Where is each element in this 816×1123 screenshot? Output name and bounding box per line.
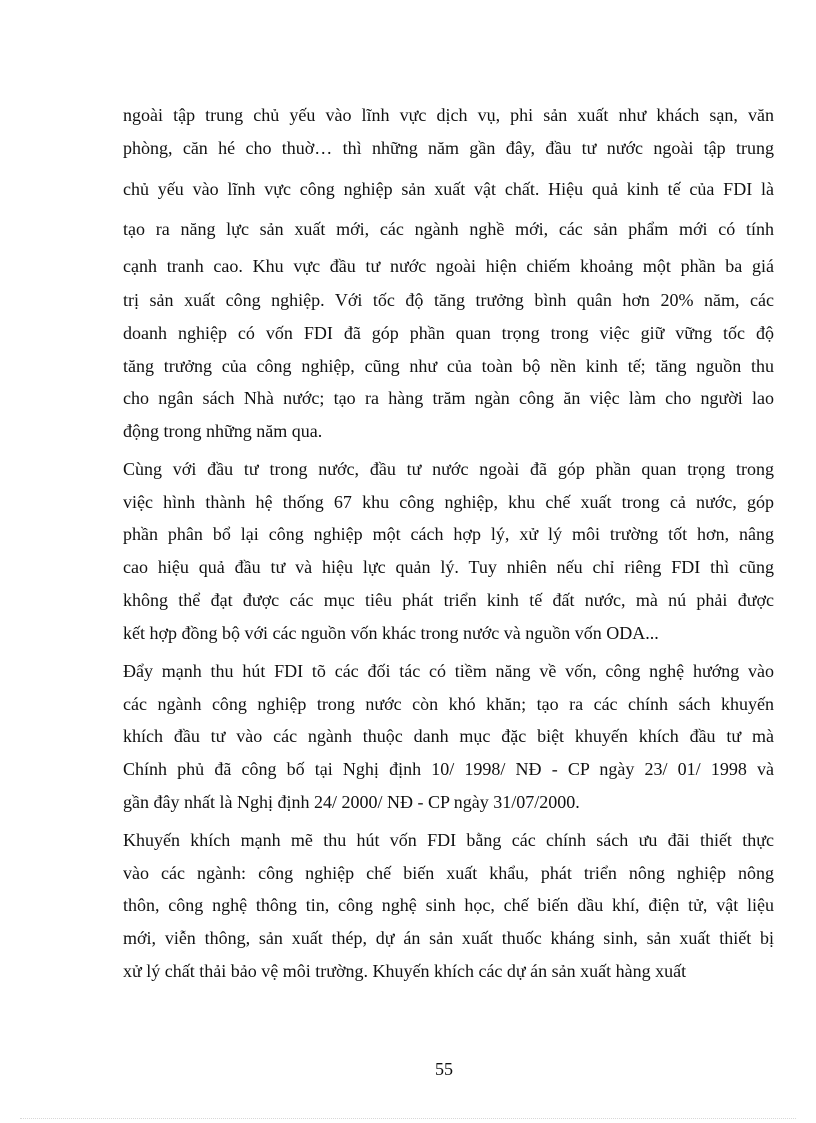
text-line: cao hiệu quả đầu tư và hiệu lực quản lý. Tuy nhiên nếu chỉ riêng FDI thì cũng [123, 557, 774, 577]
page-number: 55 [435, 1059, 453, 1079]
text-line: xử lý chất thải bảo vệ môi trường. Khuyến khích các dự án sản xuất hàng xuất [123, 961, 687, 981]
text-line: cho ngân sách Nhà nước; tạo ra hàng trăm ngàn công ăn việc làm cho người lao [123, 388, 774, 408]
text-line: chủ yếu vào lĩnh vực công nghiệp sản xuất vật chất. Hiệu quả kinh tế của FDI là [123, 179, 774, 199]
text-line: kết hợp đồng bộ với các nguồn vốn khác trong nước và nguồn vốn ODA... [123, 623, 659, 643]
text-line: Cùng với đầu tư trong nước, đầu tư nước ngoài đã góp phần quan trọng trong [123, 459, 774, 479]
text-line: vào các ngành: công nghiệp chế biến xuất khẩu, phát triển nông nghiệp nông [123, 863, 774, 883]
text-line: động trong những năm qua. [123, 421, 323, 441]
text-line: ngoài tập trung chủ yếu vào lĩnh vực dịch vụ, phi sản xuất như khách sạn, văn [123, 105, 774, 125]
text-line: tăng trưởng của công nghiệp, cũng như của toàn bộ nền kinh tế; tăng nguồn thu [123, 356, 774, 376]
text-line: không thể đạt được các mục tiêu phát triển kinh tế đất nước, mà nú phải được [123, 590, 774, 610]
text-line: Đẩy mạnh thu hút FDI tõ các đối tác có tiềm năng về vốn, công nghệ hướng vào [123, 661, 774, 681]
text-line: mới, viễn thông, sản xuất thép, dự án sản xuất thuốc kháng sinh, sản xuất thiết bị [123, 928, 774, 948]
text-line: doanh nghiệp có vốn FDI đã góp phần quan trọng trong việc giữ vững tốc độ [123, 323, 774, 343]
page-bottom-divider [20, 1118, 796, 1119]
text-line: cạnh tranh cao. Khu vực đầu tư nước ngoài hiện chiếm khoảng một phần ba giá [123, 256, 774, 276]
text-line: Chính phủ đã công bố tại Nghị định 10/ 1998/ NĐ - CP ngày 23/ 01/ 1998 và [123, 759, 774, 779]
text-line: các ngành công nghiệp trong nước còn khó khăn; tạo ra các chính sách khuyến [123, 694, 774, 714]
text-line: thôn, công nghệ thông tin, công nghệ sinh học, chế biến dầu khí, điện tử, vật liệu [123, 895, 774, 915]
text-line: tạo ra năng lực sản xuất mới, các ngành nghề mới, các sản phẩm mới có tính [123, 219, 774, 239]
text-line: phòng, căn hé cho thuờ… thì những năm gần đây, đầu tư nước ngoài tập trung [123, 138, 774, 158]
text-line: phần phân bổ lại công nghiệp một cách hợp lý, xử lý môi trường tốt hơn, nâng [123, 524, 774, 544]
text-line: trị sản xuất công nghiệp. Với tốc độ tăng trưởng bình quân hơn 20% năm, các [123, 290, 774, 310]
text-line: việc hình thành hệ thống 67 khu công nghiệp, khu chế xuất trong cả nước, góp [123, 492, 774, 512]
text-line: khích đầu tư vào các ngành thuộc danh mục đặc biệt khuyến khích đầu tư mà [123, 726, 774, 746]
text-line: gần đây nhất là Nghị định 24/ 2000/ NĐ - CP ngày 31/07/2000. [123, 792, 580, 812]
text-line: Khuyến khích mạnh mẽ thu hút vốn FDI bằng các chính sách ưu đãi thiết thực [123, 830, 774, 850]
